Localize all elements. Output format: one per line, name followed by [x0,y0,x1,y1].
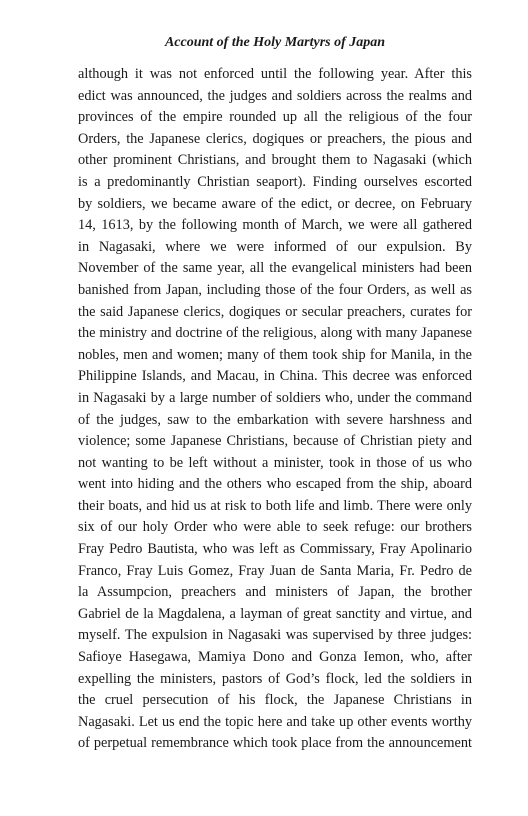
text-line: the said Japanese clerics, dogiques or secular preachers, curates for [78,303,472,320]
text-line: went into hiding and the others who escaped from the ship, aboard [78,476,472,493]
text-line: edict was announced, the judges and soldiers across the realms and [78,87,472,104]
text-line: is a predominantly Christian seaport). Finding ourselves escorted [78,173,472,190]
text-line: the ministry and doctrine of the religious, along with many Japanese [78,325,472,342]
text-line: Philippine Islands, and Macau, in China. This decree was enforced [78,368,472,385]
text-line: in Nagasaki, where we were informed of our expulsion. By [78,238,472,255]
text-line: provinces of the empire rounded up all the religious of the four [78,109,472,126]
text-line: in Nagasaki by a large number of soldiers who, under the command [78,389,472,406]
text-line: other prominent Christians, and brought them to Nagasaki (which [78,152,472,169]
text-line: of the judges, saw to the embarkation with severe harshness and [78,411,472,428]
text-line: nobles, men and women; many of them took ship for Manila, in the [78,346,472,363]
text-line: six of our holy Order who were able to seek refuge: our brothers [78,519,472,536]
text-line: by soldiers, we became aware of the edict, or decree, on February [78,195,472,212]
text-line: of perpetual remembrance which took place from the announcement [78,735,472,752]
text-line: November of the same year, all the evangelical ministers had been [78,260,472,277]
text-line: Fray Pedro Bautista, who was left as Commissary, Fray Apolinario [78,541,472,558]
text-line: Nagasaki. Let us end the topic here and take up other events worthy [78,713,472,730]
text-line: myself. The expulsion in Nagasaki was supervised by three judges: [78,627,472,644]
body-text [78,64,472,755]
text-line: their boats, and hid us at risk to both life and limb. There were only [78,497,472,514]
text-line: violence; some Japanese Christians, because of Christian piety and [78,433,472,450]
text-line: Safioye Hasegawa, Mamiya Dono and Gonza Iemon, who, after [78,649,472,666]
text-line: 14, 1613, by the following month of March, we were all gathered [78,217,472,234]
text-line: Orders, the Japanese clerics, dogiques or preachers, the pious and [78,130,472,147]
text-line: Franco, Fray Luis Gomez, Fray Juan de Santa Maria, Fr. Pedro de [78,562,472,579]
text-line: banished from Japan, including those of the four Orders, as well as [78,281,472,298]
text-line: la Assumpcion, preachers and ministers of Japan, the brother [78,584,472,601]
text-line: the cruel persecution of his flock, the Japanese Christians in [78,692,472,709]
text-line: Gabriel de la Magdalena, a layman of great sanctity and virtue, and [78,605,472,622]
running-title: Account of the Holy Martyrs of Japan [164,35,386,50]
text-line: expelling the ministers, pastors of God’s flock, led the soldiers in [78,670,472,687]
text-line: although it was not enforced until the following year. After this [78,66,472,82]
text-line: not wanting to be left without a minister, took in those of us who [78,454,472,471]
